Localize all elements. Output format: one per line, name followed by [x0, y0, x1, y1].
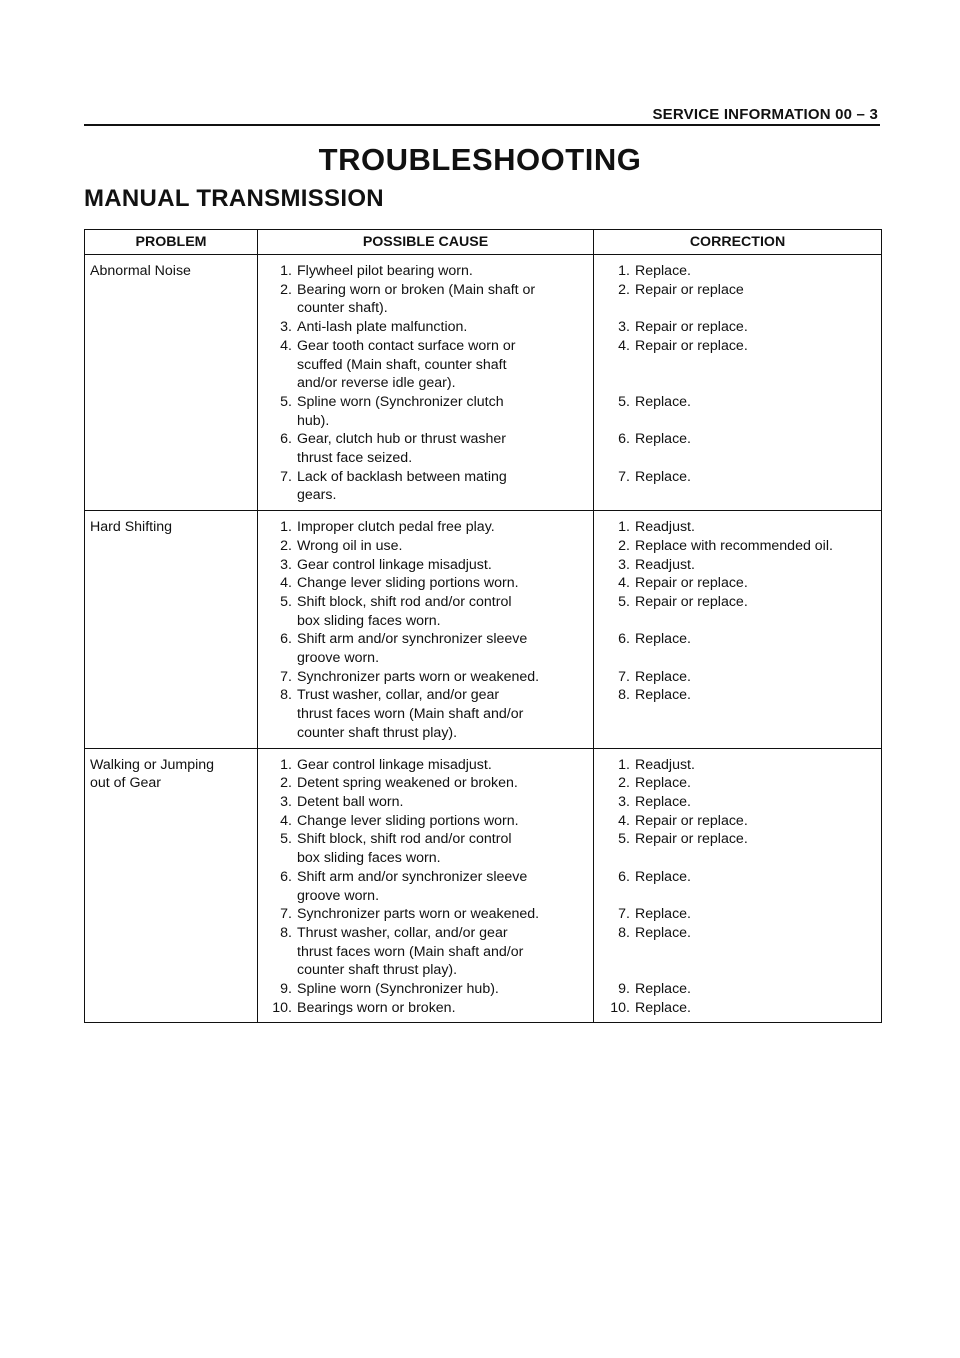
cause-text: [297, 262, 593, 281]
correction-text: Readjust.: [635, 519, 695, 536]
item-number: 7.: [618, 468, 630, 485]
cause-line: Thrust washer, collar, and/or gear: [297, 924, 508, 941]
cause-item: [258, 830, 593, 867]
item-number: 4.: [618, 575, 630, 592]
correction-item: [594, 337, 881, 356]
correction-item: [594, 756, 881, 775]
correction-item: [594, 868, 881, 887]
cause-line: hub).: [297, 412, 330, 429]
cause-line: Wrong oil in use.: [297, 537, 403, 554]
cause-line: groove worn.: [297, 650, 380, 667]
cause-line: counter shaft).: [297, 300, 388, 317]
line-spacer: [594, 961, 881, 980]
item-number: 5.: [280, 593, 292, 610]
cause-cell: [258, 748, 594, 1023]
item-number: 10.: [610, 999, 630, 1016]
line-spacer: [594, 943, 881, 962]
item-number: 1.: [280, 263, 292, 279]
problem-cell: [85, 255, 258, 511]
line-spacer: [594, 299, 881, 318]
cause-line: Gear control linkage misadjust.: [297, 556, 492, 573]
cause-item: [258, 793, 593, 812]
cause-text: [297, 686, 593, 742]
section-header: SERVICE INFORMATION 00 – 3: [652, 106, 878, 123]
correction-item: [594, 924, 881, 943]
cause-item: [258, 518, 593, 537]
correction-item: [594, 686, 881, 705]
cause-item: [258, 281, 593, 318]
correction-item: [594, 630, 881, 649]
table-header-row: [85, 230, 882, 255]
item-number: 1.: [618, 263, 630, 279]
item-number: 10.: [272, 999, 292, 1016]
item-number: 6.: [280, 868, 292, 885]
problem-text: Walking or Jumping: [90, 756, 215, 773]
cause-line: gears.: [297, 487, 337, 504]
problem-text: out of Gear: [90, 775, 161, 792]
correction-text: Repair or replace.: [635, 337, 748, 354]
line-spacer: [594, 356, 881, 375]
correction-text: Replace.: [635, 793, 691, 810]
item-number: 5.: [280, 393, 292, 410]
cause-text: [297, 281, 593, 318]
item-number: 9.: [280, 981, 292, 998]
item-number: 7.: [280, 468, 292, 485]
cause-line: Gear control linkage misadjust.: [297, 756, 492, 773]
correction-text: Replace.: [635, 906, 691, 923]
correction-text: Repair or replace.: [635, 831, 748, 848]
line-spacer: [594, 449, 881, 468]
cause-line: Shift arm and/or synchronizer sleeve: [297, 868, 528, 885]
item-number: 6.: [280, 631, 292, 648]
cause-line: Synchronizer parts worn or weakened.: [297, 668, 540, 685]
cause-line: thrust face seized.: [297, 450, 413, 467]
cause-line: thrust faces worn (Main shaft and/or: [297, 706, 524, 723]
cause-text: [297, 518, 593, 537]
table-row: [85, 511, 882, 748]
item-number: 4.: [618, 337, 630, 354]
cause-item: [258, 537, 593, 556]
cause-item: [258, 630, 593, 667]
correction-text: Replace.: [635, 999, 691, 1016]
correction-item: [594, 812, 881, 831]
table-row: [85, 255, 882, 511]
cause-line: Shift arm and/or synchronizer sleeve: [297, 631, 528, 648]
item-number: 5.: [280, 831, 292, 848]
correction-text: Replace.: [635, 263, 691, 279]
cause-text: [297, 812, 593, 831]
correction-text: Replace.: [635, 687, 691, 704]
cause-text: [297, 668, 593, 687]
cause-line: Detent spring weakened or broken.: [297, 775, 518, 792]
cause-line: Change lever sliding portions worn.: [297, 812, 519, 829]
cause-item: [258, 686, 593, 742]
item-number: 6.: [618, 868, 630, 885]
cause-text: [297, 868, 593, 905]
line-spacer: [594, 374, 881, 393]
item-number: 2.: [280, 537, 292, 554]
page-header: [84, 104, 880, 126]
cause-line: Gear tooth contact surface worn or: [297, 337, 516, 354]
cause-cell: [258, 255, 594, 511]
item-number: 7.: [280, 668, 292, 685]
correction-text: Replace.: [635, 868, 691, 885]
cause-line: Shift block, shift rod and/or control: [297, 593, 512, 610]
item-number: 8.: [618, 687, 630, 704]
cause-text: [297, 537, 593, 556]
cause-line: Improper clutch pedal free play.: [297, 519, 495, 536]
cause-text: [297, 430, 593, 467]
problem-text: Abnormal Noise: [90, 263, 191, 279]
item-number: 2.: [280, 775, 292, 792]
cause-line: Spline worn (Synchronizer hub).: [297, 981, 499, 998]
correction-item: [594, 793, 881, 812]
cause-text: [297, 830, 593, 867]
cause-text: [297, 999, 593, 1018]
line-spacer: [594, 705, 881, 724]
correction-item: [594, 905, 881, 924]
line-spacer: [594, 849, 881, 868]
cause-line: Change lever sliding portions worn.: [297, 575, 519, 592]
correction-text: Repair or replace.: [635, 575, 748, 592]
cause-item: [258, 905, 593, 924]
cause-line: Bearing worn or broken (Main shaft or: [297, 281, 536, 298]
item-number: 2.: [618, 537, 630, 554]
cause-line: counter shaft thrust play).: [297, 962, 458, 979]
correction-text: Replace.: [635, 631, 691, 648]
column-header-problem: PROBLEM: [85, 230, 258, 255]
correction-item: [594, 999, 881, 1018]
cause-item: [258, 556, 593, 575]
problem-cell: [85, 748, 258, 1023]
correction-item: [594, 593, 881, 612]
item-number: 1.: [618, 519, 630, 536]
line-spacer: [594, 486, 881, 505]
line-spacer: [594, 649, 881, 668]
correction-item: [594, 393, 881, 412]
correction-text: Replace.: [635, 980, 691, 997]
correction-text: Replace.: [635, 775, 691, 792]
item-number: 1.: [618, 756, 630, 773]
cause-line: Spline worn (Synchronizer clutch: [297, 393, 504, 410]
line-spacer: [594, 724, 881, 743]
correction-text: Replace.: [635, 668, 691, 685]
item-number: 5.: [618, 593, 630, 610]
cause-item: [258, 868, 593, 905]
cause-item: [258, 337, 593, 393]
cause-text: [297, 774, 593, 793]
cause-line: thrust faces worn (Main shaft and/or: [297, 943, 524, 960]
cause-item: [258, 468, 593, 505]
correction-text: Replace.: [635, 468, 691, 485]
line-spacer: [594, 886, 881, 905]
cause-text: [297, 630, 593, 667]
correction-cell: [594, 511, 882, 748]
item-number: 8.: [618, 924, 630, 941]
cause-line: Bearings worn or broken.: [297, 999, 456, 1016]
cause-line: Shift block, shift rod and/or control: [297, 831, 512, 848]
correction-item: [594, 262, 881, 281]
item-number: 4.: [280, 812, 292, 829]
correction-item: [594, 281, 881, 300]
correction-item: [594, 668, 881, 687]
cause-line: Anti-lash plate malfunction.: [297, 319, 468, 336]
correction-text: Readjust.: [635, 556, 695, 573]
cause-item: [258, 924, 593, 980]
line-spacer: [594, 412, 881, 431]
cause-line: Synchronizer parts worn or weakened.: [297, 906, 540, 923]
cause-item: [258, 593, 593, 630]
cause-text: [297, 905, 593, 924]
troubleshooting-table: [84, 229, 882, 1023]
cause-item: [258, 980, 593, 999]
item-number: 2.: [618, 281, 630, 298]
correction-text: Readjust.: [635, 756, 695, 773]
correction-cell: [594, 748, 882, 1023]
item-number: 1.: [280, 519, 292, 536]
item-number: 7.: [618, 906, 630, 923]
item-number: 3.: [618, 556, 630, 573]
cause-item: [258, 393, 593, 430]
cause-item: [258, 774, 593, 793]
correction-text: Repair or replace.: [635, 593, 748, 610]
cause-text: [297, 980, 593, 999]
item-number: 8.: [280, 687, 292, 704]
cause-line: box sliding faces worn.: [297, 850, 441, 867]
cause-item: [258, 668, 593, 687]
item-number: 3.: [280, 319, 292, 336]
column-header-cause: POSSIBLE CAUSE: [258, 230, 594, 255]
cause-line: groove worn.: [297, 887, 380, 904]
cause-item: [258, 756, 593, 775]
line-spacer: [594, 612, 881, 631]
table-row: [85, 748, 882, 1023]
item-number: 6.: [280, 431, 292, 448]
item-number: 3.: [618, 793, 630, 810]
section-title: MANUAL TRANSMISSION: [84, 185, 384, 212]
item-number: 4.: [280, 575, 292, 592]
cause-item: [258, 812, 593, 831]
correction-item: [594, 468, 881, 487]
cause-text: [297, 393, 593, 430]
item-number: 8.: [280, 924, 292, 941]
cause-line: Flywheel pilot bearing worn.: [297, 263, 473, 279]
correction-text: Repair or replace.: [635, 812, 748, 829]
correction-item: [594, 537, 881, 556]
cause-text: [297, 924, 593, 980]
problem-cell: [85, 511, 258, 748]
cause-item: [258, 430, 593, 467]
cause-line: Gear, clutch hub or thrust washer: [297, 431, 506, 448]
item-number: 4.: [618, 812, 630, 829]
item-number: 5.: [618, 393, 630, 410]
item-number: 6.: [618, 631, 630, 648]
item-number: 7.: [618, 668, 630, 685]
cause-item: [258, 999, 593, 1018]
item-number: 3.: [280, 793, 292, 810]
cause-text: [297, 468, 593, 505]
cause-text: [297, 793, 593, 812]
item-number: 5.: [618, 831, 630, 848]
page-title: TROUBLESHOOTING: [318, 142, 642, 177]
cause-text: [297, 574, 593, 593]
correction-item: [594, 574, 881, 593]
correction-item: [594, 556, 881, 575]
item-number: 4.: [280, 337, 292, 354]
correction-text: Replace with recommended oil.: [635, 537, 833, 554]
cause-line: scuffed (Main shaft, counter shaft: [297, 356, 507, 373]
correction-item: [594, 518, 881, 537]
correction-item: [594, 430, 881, 449]
correction-text: Repair or replace.: [635, 319, 748, 336]
cause-text: [297, 593, 593, 630]
correction-cell: [594, 255, 882, 511]
correction-text: Replace.: [635, 431, 691, 448]
item-number: 3.: [618, 319, 630, 336]
item-number: 3.: [280, 556, 292, 573]
item-number: 9.: [618, 980, 630, 997]
correction-item: [594, 980, 881, 999]
correction-text: Repair or replace: [635, 281, 744, 298]
item-number: 2.: [618, 775, 630, 792]
cause-line: Detent ball worn.: [297, 793, 404, 810]
cause-item: [258, 262, 593, 281]
cause-text: [297, 337, 593, 393]
correction-text: Replace.: [635, 393, 691, 410]
correction-item: [594, 318, 881, 337]
correction-item: [594, 774, 881, 793]
problem-text: Hard Shifting: [90, 519, 173, 536]
column-header-correction: CORRECTION: [594, 230, 882, 255]
cause-line: Lack of backlash between mating: [297, 468, 507, 485]
correction-text: Replace.: [635, 924, 691, 941]
correction-item: [594, 830, 881, 849]
item-number: 7.: [280, 906, 292, 923]
item-number: 6.: [618, 431, 630, 448]
cause-text: [297, 556, 593, 575]
cause-line: box sliding faces worn.: [297, 612, 441, 629]
cause-line: counter shaft thrust play).: [297, 724, 458, 741]
cause-line: and/or reverse idle gear).: [297, 375, 456, 392]
cause-cell: [258, 511, 594, 748]
cause-text: [297, 756, 593, 775]
item-number: 1.: [280, 756, 292, 773]
item-number: 2.: [280, 281, 292, 298]
cause-item: [258, 574, 593, 593]
cause-line: Trust washer, collar, and/or gear: [297, 687, 500, 704]
cause-text: [297, 318, 593, 337]
cause-item: [258, 318, 593, 337]
